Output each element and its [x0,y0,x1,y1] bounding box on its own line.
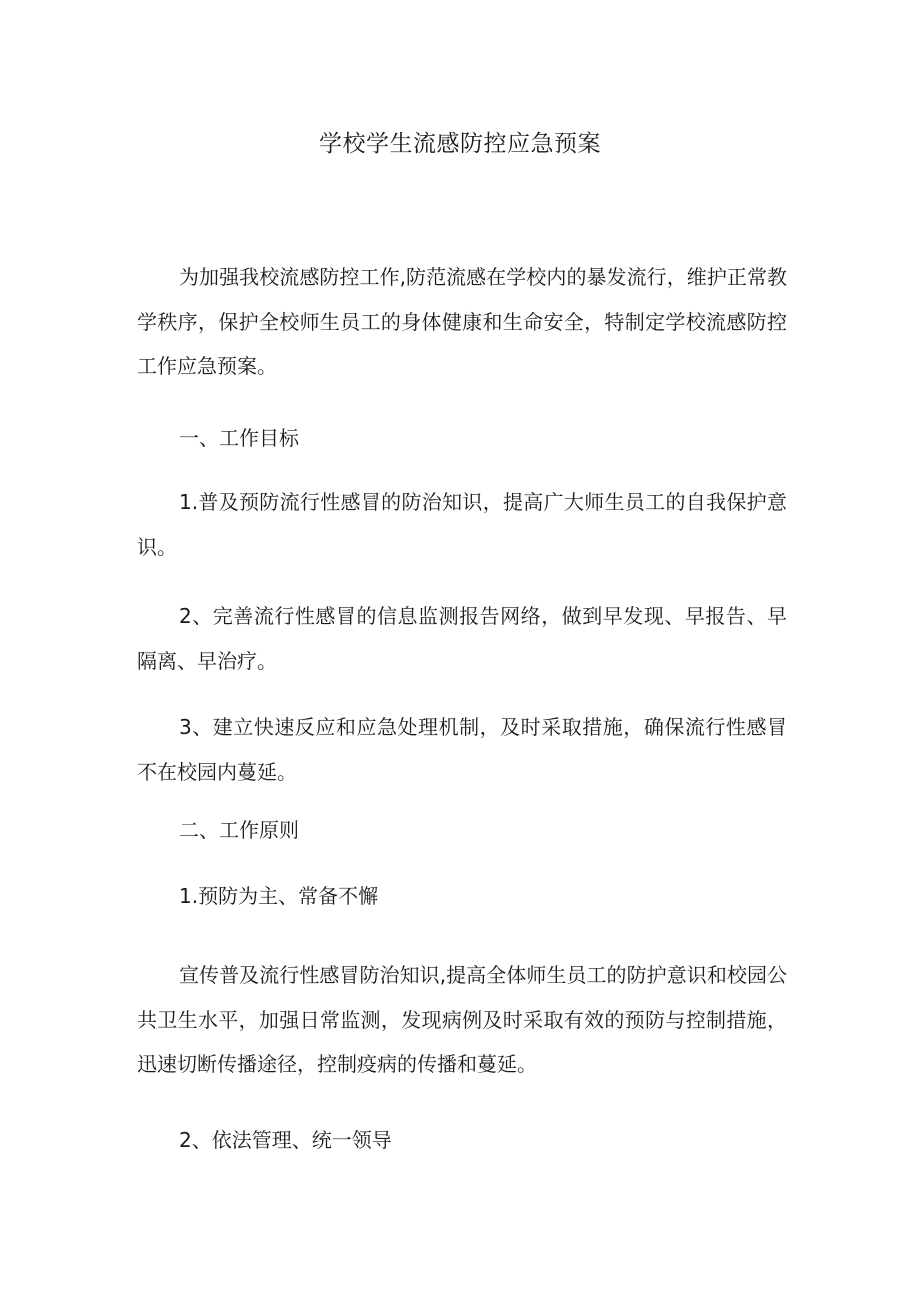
section-2-heading: 二、工作原则 [179,818,299,842]
principle-1-heading: 1.预防为主、常备不懈 [179,884,379,908]
principle-2-heading: 2、依法管理、统一领导 [179,1128,392,1152]
intro-paragraph: 为加强我校流感防控工作,防范流感在学校内的暴发流行，维护正常教学秩序，保护全校师生员工的身体健康和生命安全，特制定学校流感防控工作应急预案。 [137,265,787,378]
section-1-heading: 一、工作目标 [179,426,299,450]
document-title: 学校学生流感防控应急预案 [319,131,601,157]
goal-item-2: 2、完善流行性感冒的信息监测报告网络，做到早发现、早报告、早隔离、早治疗。 [137,604,787,673]
goal-item-1: 1.普及预防流行性感冒的防治知识，提高广大师生员工的自我保护意识。 [137,490,787,559]
principle-1-body: 宣传普及流行性感冒防治知识,提高全体师生员工的防护意识和校园公共卫生水平，加强日常监测，发现病例及时采取有效的预防与控制措施，迅速切断传播途径，控制疫病的传播和蔓延。 [137,963,787,1076]
goal-item-3: 3、建立快速反应和应急处理机制，及时采取措施，确保流行性感冒不在校园内蔓延。 [137,715,787,784]
